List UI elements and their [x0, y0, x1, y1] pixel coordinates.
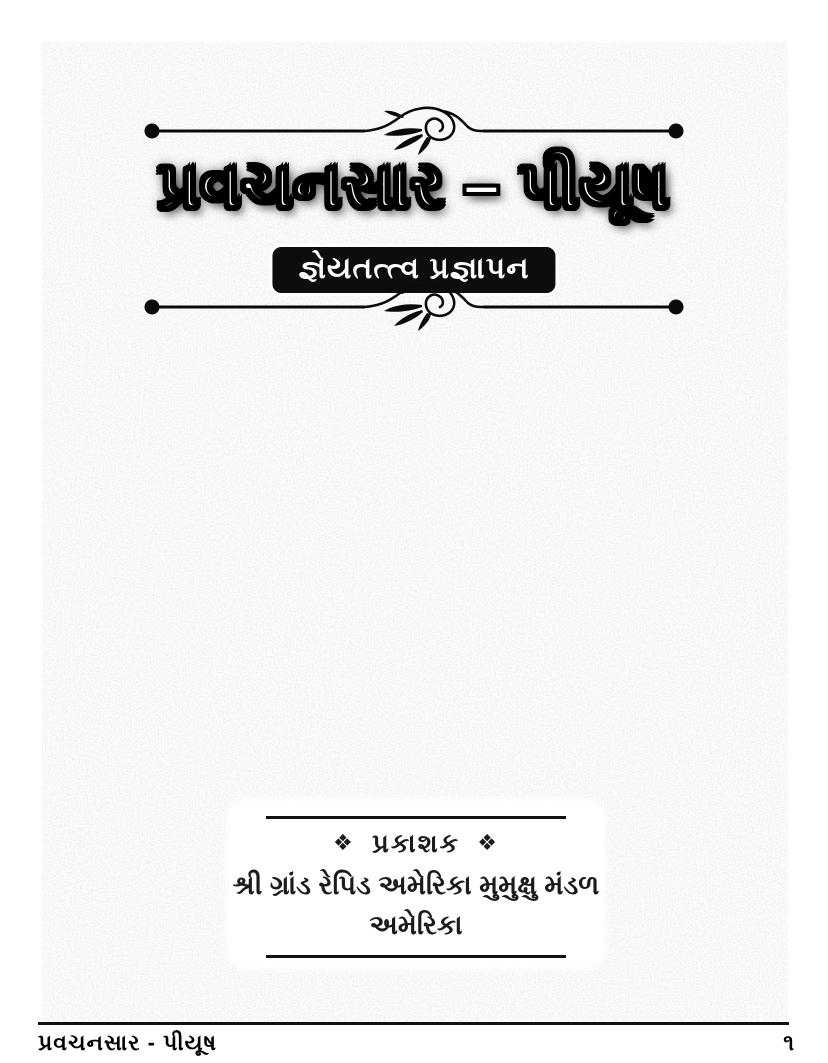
publisher-org: શ્રી ગ્રાંડ રેપિડ અમેરિકા મુમુક્ષુ મંડળ	[232, 870, 600, 900]
footer-book-title: પ્રવચનસાર - પીયૂષ	[38, 1030, 217, 1055]
dot-icon	[669, 300, 684, 315]
diamond-marker-icon: ❖	[477, 830, 499, 855]
bottom-divider	[142, 279, 686, 335]
ornament-flourish-icon	[152, 108, 676, 140]
publisher-bottom-rule	[266, 955, 566, 958]
publisher-box	[230, 802, 602, 966]
chapter-badge-label: જ્ઞેયતત્ત્વ પ્રજ્ઞાપન	[298, 252, 530, 285]
publisher-location: અમેરિકા	[369, 910, 463, 940]
dot-icon	[145, 124, 160, 139]
page-number: ૧	[783, 1030, 794, 1055]
dot-icon	[145, 300, 160, 315]
publisher-top-rule	[266, 816, 566, 819]
publisher-heading	[230, 828, 602, 860]
publisher-heading-label: પ્રકાશક	[371, 828, 460, 858]
ornament-flourish-icon	[152, 284, 676, 316]
footer-rule	[38, 1022, 789, 1025]
book-title: પ્રવચનસાર – પીયૂષ	[157, 149, 671, 221]
diamond-marker-icon: ❖	[333, 830, 355, 855]
dot-icon	[669, 124, 684, 139]
